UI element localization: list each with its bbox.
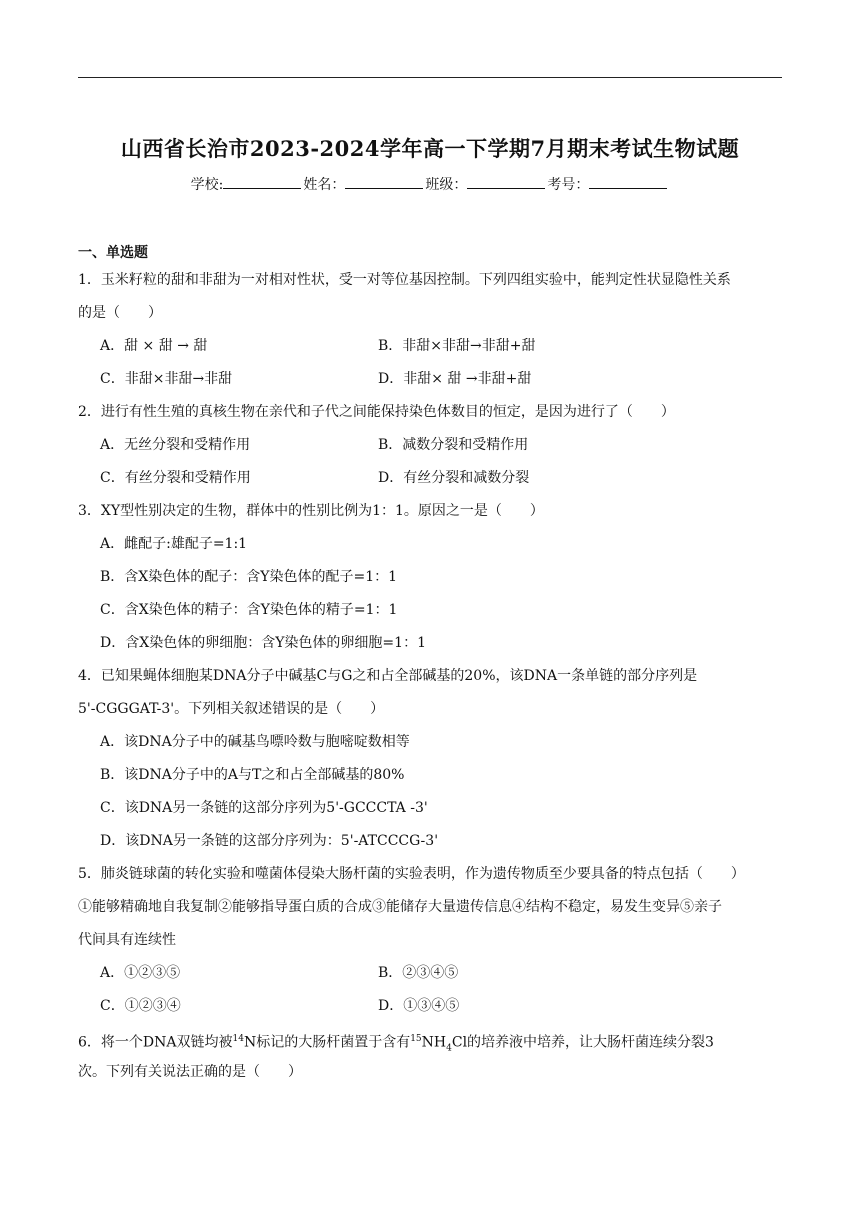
option-d: D．该DNA另一条链的这部分序列为：5'-ATCCCG-3': [100, 833, 439, 849]
school-field[interactable]: [223, 176, 301, 189]
question-list: [78, 264, 784, 1089]
subscript: 4: [446, 1043, 452, 1054]
question-stem: 的是（ ）: [78, 305, 162, 321]
id-field[interactable]: [589, 176, 667, 189]
question-stem: 2．进行有性生殖的真核生物在亲代和子代之间能保持染色体数目的恒定，是因为进行了（ ）: [78, 404, 675, 420]
option-b: B．该DNA分子中的A与T之和占全部碱基的80%: [100, 767, 405, 783]
question-stem: 3．XY型性别决定的生物，群体中的性别比例为1：1。原因之一是（ ）: [78, 503, 544, 519]
question-stem: 5．肺炎链球菌的转化实验和噬菌体侵染大肠杆菌的实验表明，作为遗传物质至少要具备的特点包括（ ）: [78, 866, 745, 882]
option-b: B．含X染色体的配子：含Y染色体的配子=1：1: [100, 569, 398, 585]
option-b: B．非甜×非甜→非甜+甜: [378, 338, 536, 354]
option-d: D．非甜× 甜 →非甜+甜: [378, 371, 532, 387]
option-c: C．非甜×非甜→非甜: [100, 371, 233, 387]
option-c: C．含X染色体的精子：含Y染色体的精子=1：1: [100, 602, 398, 618]
isotope-superscript: 14: [232, 1034, 244, 1044]
question-1: [78, 264, 784, 396]
option-c: C．有丝分裂和受精作用: [100, 470, 251, 486]
option-c: C．该DNA另一条链的这部分序列为5'-GCCCTA -3': [100, 800, 428, 816]
option-b: B．减数分裂和受精作用: [378, 437, 529, 453]
question-stem: 次。下列有关说法正确的是（ ）: [78, 1064, 302, 1080]
option-d: D．含X染色体的卵细胞：含Y染色体的卵细胞=1：1: [100, 635, 426, 651]
student-info-line: [0, 174, 860, 194]
question-stem: 5'-CGGGAT-3'。下列相关叙述错误的是（ ）: [78, 701, 385, 717]
question-stem: 1．玉米籽粒的甜和非甜为一对相对性状，受一对等位基因控制。下列四组实验中，能判定性状显隐性关系: [78, 272, 731, 288]
section-title: 一、单选题: [78, 245, 148, 261]
page-title: 山西省长治市2023-2024学年高一下学期7月期末考试生物试题: [120, 136, 740, 161]
option-a: A．无丝分裂和受精作用: [100, 437, 251, 453]
option-a: A．甜 × 甜 → 甜: [100, 338, 208, 354]
question-stem: 4．已知果蝇体细胞某DNA分子中碱基C与G之和占全部碱基的20%，该DNA一条单链的部分序列是: [78, 668, 698, 684]
question-5: [78, 858, 784, 1023]
isotope-superscript: 15: [410, 1034, 422, 1044]
name-field[interactable]: [345, 176, 423, 189]
option-a: A．①②③⑤: [100, 965, 181, 981]
question-4: [78, 660, 784, 858]
question-2: [78, 396, 784, 495]
id-label: 考号：: [547, 177, 590, 193]
option-c: C．①②③④: [100, 998, 181, 1014]
option-a: A．该DNA分子中的碱基鸟嘌呤数与胞嘧啶数相等: [100, 734, 410, 750]
option-d: D．有丝分裂和减数分裂: [378, 470, 530, 486]
option-b: B．②③④⑤: [378, 965, 459, 981]
question-6: [78, 1023, 784, 1089]
question-stem: 6．将一个DNA双链均被$^{14}$N标记的大肠杆菌置于含有$^{15}NH_4Cl$的培养液中培养，让大肠杆菌连续分裂3: [78, 1034, 714, 1054]
option-d: D．①③④⑤: [378, 998, 460, 1014]
school-label: 学校:: [190, 177, 224, 193]
question-stem: 代间具有连续性: [78, 932, 176, 948]
class-label: 班级：: [425, 177, 468, 193]
name-label: 姓名：: [303, 177, 346, 193]
question-stem: ①能够精确地自我复制②能够指导蛋白质的合成③能储存大量遗传信息④结构不稳定，易发生变异⑤亲子: [78, 899, 722, 915]
option-a: A．雌配子:雄配子=1:1: [100, 536, 248, 552]
question-3: [78, 495, 784, 660]
class-field[interactable]: [467, 176, 545, 189]
header-rule: [78, 77, 782, 78]
